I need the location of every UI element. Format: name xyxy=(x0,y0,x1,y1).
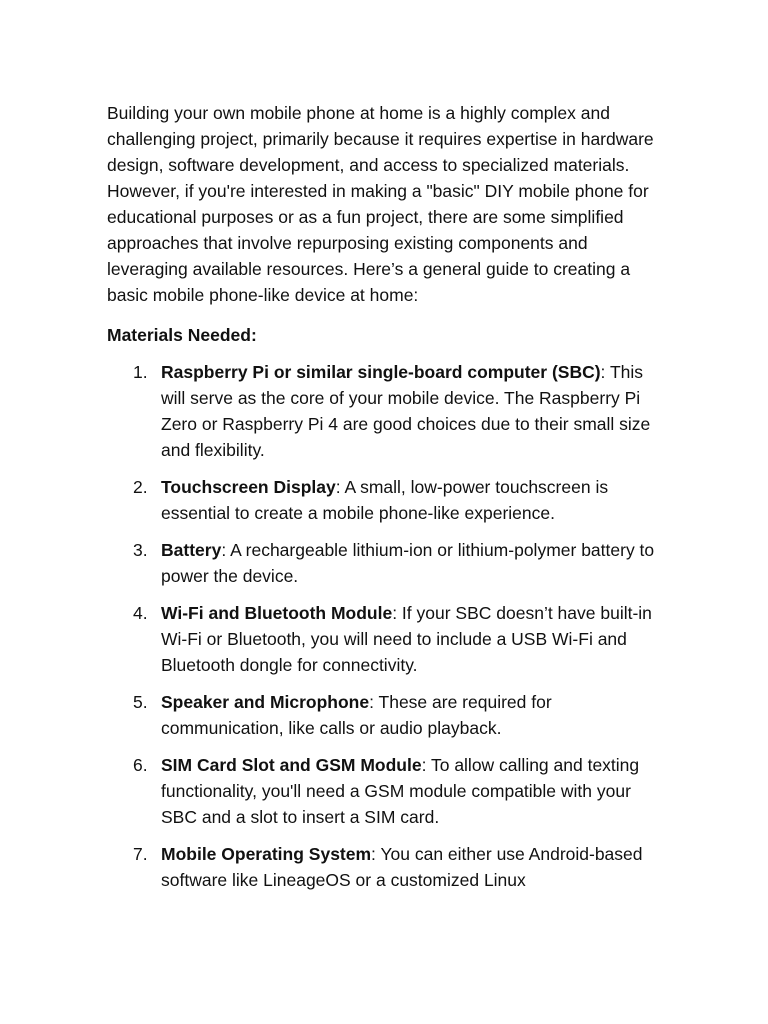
item-text: : A rechargeable lithium-ion or lithium-polymer battery to power the device. xyxy=(161,540,655,586)
item-term: Speaker and Microphone xyxy=(161,692,370,712)
item-number: 3. xyxy=(133,540,148,560)
item-number: 4. xyxy=(133,603,148,623)
item-term: SIM Card Slot and GSM Module xyxy=(161,755,422,775)
item-number: 7. xyxy=(133,844,148,864)
item-text: : These are required for communication, like calls or audio playback. xyxy=(161,692,552,738)
list-item xyxy=(107,474,663,526)
document-page xyxy=(107,100,663,904)
materials-heading: Materials Needed: xyxy=(107,325,257,345)
list-item xyxy=(107,537,663,589)
list-item xyxy=(107,600,663,678)
item-text: : If your SBC doesn’t have built-in Wi-Fi or Bluetooth, you will need to include a USB Wi-Fi and Bluetooth dongle for connectivity. xyxy=(161,603,652,675)
item-number: 6. xyxy=(133,755,148,775)
item-term: Raspberry Pi or similar single-board computer (SBC) xyxy=(161,362,601,382)
item-text: : You can either use Android-based software like LineageOS or a customized Linux xyxy=(161,844,643,890)
intro-paragraph: Building your own mobile phone at home is a highly complex and challenging project, primarily because it requires expertise in hardware design, software development, and access to specialized materials. However, if you're interested in making a "basic" DIY mobile phone for educational purposes or as a fun project, there are some simplified approaches that involve repurposing existing components and leveraging available resources. Here’s a general guide to creating a basic mobile phone-like device at home: xyxy=(107,103,654,305)
item-text: : A small, low-power touchscreen is essential to create a mobile phone-like experience. xyxy=(161,477,609,523)
item-term: Touchscreen Display xyxy=(161,477,336,497)
item-text: : This will serve as the core of your mobile device. The Raspberry Pi Zero or Raspberry Pi 4 are good choices due to their small size and flexibility. xyxy=(161,362,651,460)
item-term: Wi-Fi and Bluetooth Module xyxy=(161,603,393,623)
item-term: Mobile Operating System xyxy=(161,844,372,864)
item-number: 5. xyxy=(133,692,148,712)
list-item xyxy=(107,841,663,893)
item-number: 2. xyxy=(133,477,148,497)
list-item xyxy=(107,359,663,463)
item-text: : To allow calling and texting functionality, you'll need a GSM module compatible with your SBC and a slot to insert a SIM card. xyxy=(161,755,640,827)
list-item xyxy=(107,689,663,741)
item-number: 1. xyxy=(133,362,148,382)
list-item xyxy=(107,752,663,830)
materials-list xyxy=(107,359,663,893)
item-term: Battery xyxy=(161,540,222,560)
